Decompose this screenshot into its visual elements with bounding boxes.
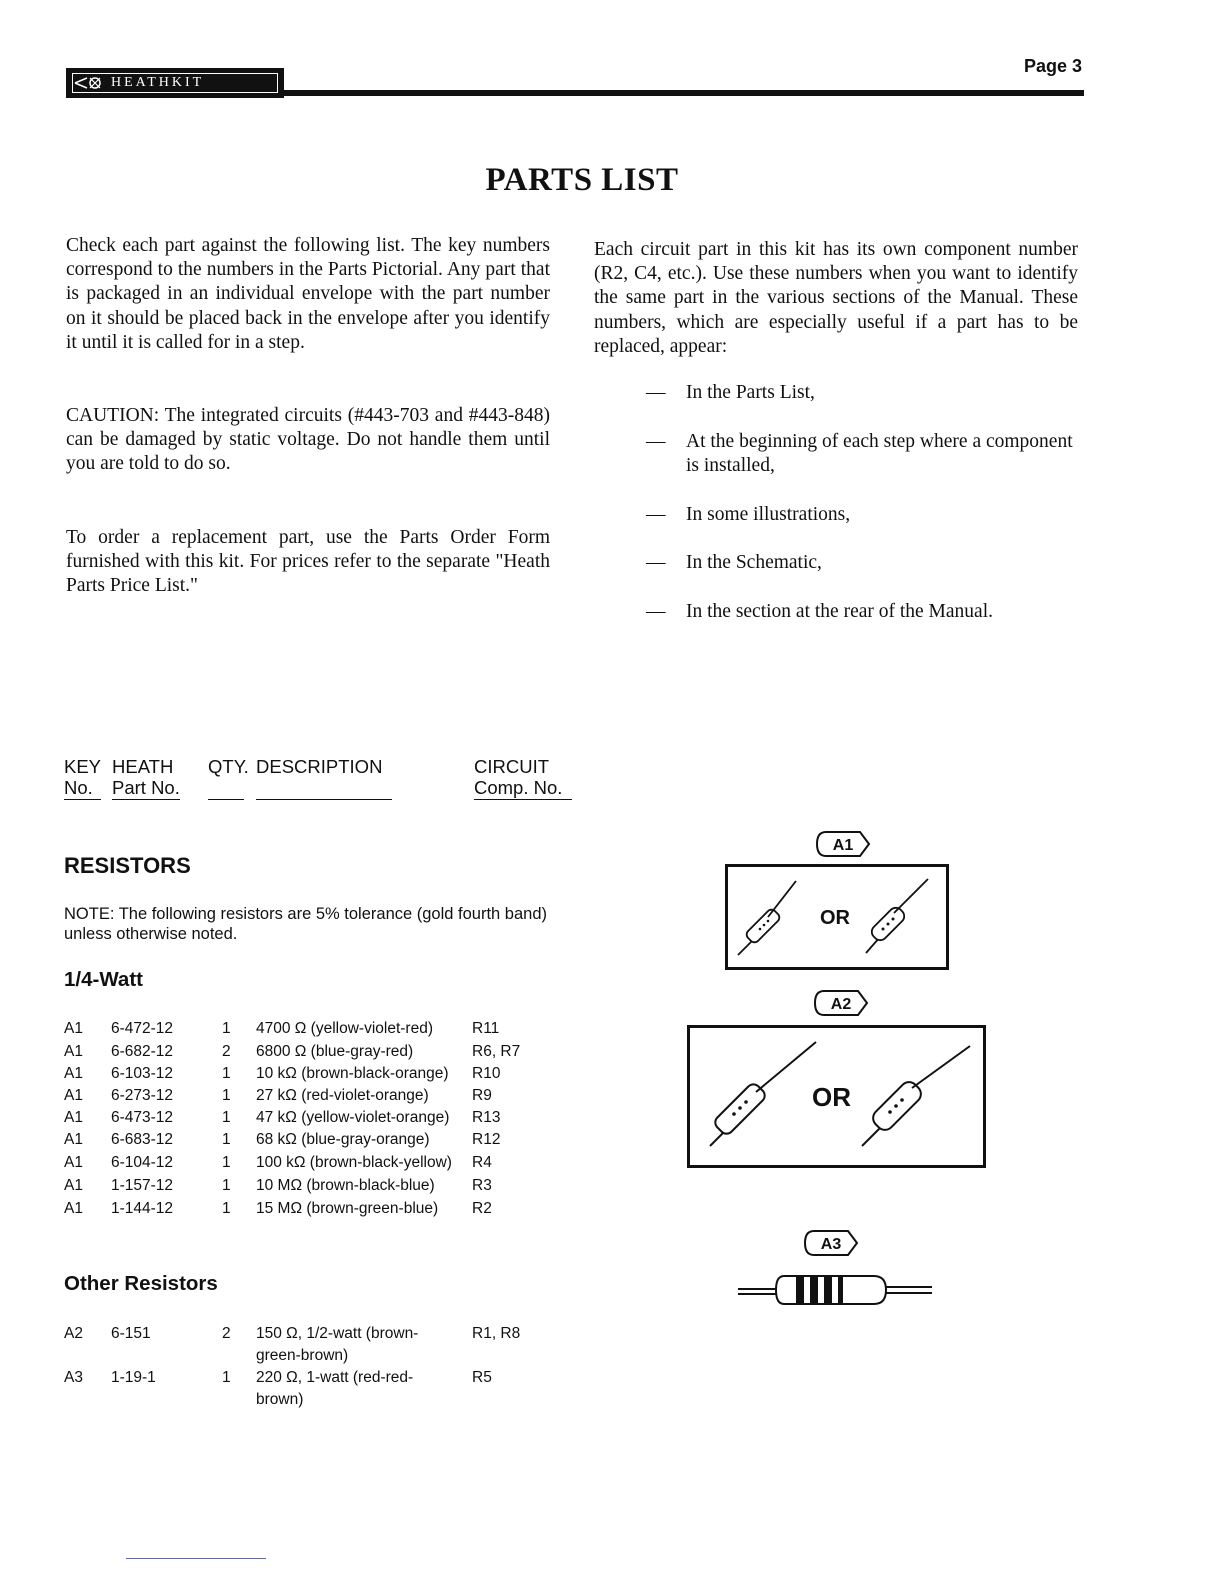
list-item: — At the beginning of each step where a component is installed, <box>646 431 1073 477</box>
table-cell-desc: 100 kΩ (brown-black-yellow) <box>256 1154 452 1171</box>
caution-paragraph: CAUTION: The integrated circuits (#443-703 and #443-848) can be damaged by static voltage. Do not handle them until you are told to do so. <box>66 405 550 475</box>
table-cell-desc: 27 kΩ (red-violet-orange) <box>256 1087 429 1104</box>
table-cell-part: 6-273-12 <box>111 1087 174 1104</box>
table-cell-desc: 15 MΩ (brown-green-blue) <box>256 1200 439 1217</box>
table-cell-desc: 68 kΩ (blue-gray-orange) <box>256 1131 430 1148</box>
table-cell-qty: 1 <box>222 1087 231 1104</box>
col-qty-header: QTY. <box>208 756 249 800</box>
resistors-note: NOTE: The following resistors are 5% tolerance (gold fourth band) unless otherwise noted. <box>64 905 548 943</box>
table-cell-key: A3 <box>64 1369 83 1386</box>
table-cell-qty: 1 <box>222 1109 231 1126</box>
table-cell-key: A1 <box>64 1109 83 1126</box>
table-cell-circuit: R4 <box>472 1154 492 1171</box>
table-cell-desc: 6800 Ω (blue-gray-red) <box>256 1043 414 1060</box>
other-resistors-heading: Other Resistors <box>64 1272 218 1295</box>
table-cell-qty: 1 <box>222 1154 231 1171</box>
table-cell-desc: 10 kΩ (brown-black-orange) <box>256 1065 449 1082</box>
table-cell-key: A1 <box>64 1177 83 1194</box>
a2-key-badge <box>812 988 870 1018</box>
a1-diagram-box <box>725 864 949 970</box>
col-circuit-header: CIRCUIT Comp. No. <box>474 756 572 800</box>
order-paragraph: To order a replacement part, use the Parts Order Form furnished with this kit. For prices refer to the separate "Heath Parts Price List." <box>66 527 550 597</box>
table-cell-part: 6-472-12 <box>111 1020 174 1037</box>
table-cell-part: 1-157-12 <box>111 1177 174 1194</box>
table-cell-key: A1 <box>64 1020 83 1037</box>
table-cell-key: A1 <box>64 1065 83 1082</box>
table-cell-circuit: R10 <box>472 1065 501 1082</box>
table-cell-key: A1 <box>64 1043 83 1060</box>
col-heath-header: HEATH Part No. <box>112 756 180 798</box>
table-cell-part: 6-683-12 <box>111 1131 174 1148</box>
heathkit-emblem-icon <box>73 75 107 91</box>
table-cell-desc: 10 MΩ (brown-black-blue) <box>256 1177 435 1194</box>
table-cell-key: A1 <box>64 1200 83 1217</box>
svg-text:A2: A2 <box>830 996 852 1013</box>
a1-key-badge <box>814 829 872 859</box>
list-item: — In the Parts List, <box>646 382 815 403</box>
table-cell-qty: 2 <box>222 1043 231 1060</box>
a2-diagram-box <box>687 1025 986 1168</box>
resistors-heading: RESISTORS <box>64 853 191 878</box>
footer-rule <box>126 1558 266 1559</box>
table-cell-key: A1 <box>64 1087 83 1104</box>
table-cell-part: 1-19-1 <box>111 1369 156 1386</box>
component-number-paragraph: Each circuit part in this kit has its own component number (R2, C4, etc.). Use these numbers when you want to identify the same part in the various sections of the Manual. These numbers, which are especially useful if a part has to be replaced, appear: <box>594 239 1078 357</box>
table-cell-part: 6-473-12 <box>111 1109 174 1126</box>
table-cell-circuit: R6, R7 <box>472 1043 521 1060</box>
table-cell-desc: green-brown) <box>256 1347 349 1364</box>
table-cell-circuit: R13 <box>472 1109 501 1126</box>
table-cell-desc: 47 kΩ (yellow-violet-orange) <box>256 1109 450 1126</box>
table-cell-desc: brown) <box>256 1391 304 1408</box>
table-cell-part: 1-144-12 <box>111 1200 174 1217</box>
header-rule <box>284 90 1084 96</box>
page-number: Page 3 <box>1023 56 1082 76</box>
or-label: OR <box>820 907 850 929</box>
table-cell-qty: 1 <box>222 1131 231 1148</box>
or-label: OR <box>812 1082 851 1112</box>
one-watt-resistor-icon <box>736 1270 934 1310</box>
table-cell-part: 6-104-12 <box>111 1154 174 1171</box>
table-cell-circuit: R2 <box>472 1200 492 1217</box>
list-item: — In the section at the rear of the Manual. <box>646 601 994 622</box>
logo-frame <box>72 73 278 93</box>
table-cell-key: A2 <box>64 1325 83 1342</box>
table-cell-qty: 1 <box>222 1177 231 1194</box>
quarter-watt-heading: 1/4-Watt <box>64 968 143 991</box>
table-cell-part: 6-103-12 <box>111 1065 174 1082</box>
table-cell-desc: 4700 Ω (yellow-violet-red) <box>256 1020 433 1037</box>
brand-name: HEATHKIT <box>111 75 205 90</box>
table-cell-key: A1 <box>64 1131 83 1148</box>
table-cell-circuit: R3 <box>472 1177 492 1194</box>
list-item: — In the Schematic, <box>646 552 822 573</box>
table-cell-circuit: R1, R8 <box>472 1325 521 1342</box>
table-cell-circuit: R11 <box>472 1020 500 1037</box>
table-cell-desc: 220 Ω, 1-watt (red-red- <box>256 1369 414 1386</box>
table-cell-circuit: R5 <box>472 1369 492 1386</box>
table-cell-qty: 1 <box>222 1369 231 1386</box>
intro-check-paragraph: Check each part against the following list. The key numbers correspond to the numbers in the Parts Pictorial. Any part that is packaged in an individual envelope with the part number on it should be placed back in the envelope after you identify it until it is called for in a step. <box>66 235 550 353</box>
table-cell-desc: 150 Ω, 1/2-watt (brown- <box>256 1325 419 1342</box>
table-cell-part: 6-151 <box>111 1325 151 1342</box>
table-cell-circuit: R9 <box>472 1087 492 1104</box>
svg-text:A1: A1 <box>832 837 854 854</box>
table-cell-qty: 1 <box>222 1020 231 1037</box>
svg-text:A3: A3 <box>820 1236 842 1253</box>
col-key-header: KEY No. <box>64 756 102 798</box>
heathkit-logo <box>66 68 284 98</box>
col-description-header: DESCRIPTION <box>256 756 392 800</box>
table-cell-part: 6-682-12 <box>111 1043 174 1060</box>
list-item: — In some illustrations, <box>646 504 851 525</box>
table-cell-circuit: R12 <box>472 1131 501 1148</box>
table-cell-key: A1 <box>64 1154 83 1171</box>
table-cell-qty: 1 <box>222 1065 231 1082</box>
table-cell-qty: 1 <box>222 1200 231 1217</box>
page-title: PARTS LIST <box>485 162 679 198</box>
table-cell-qty: 2 <box>222 1325 231 1342</box>
a3-key-badge <box>802 1228 860 1258</box>
